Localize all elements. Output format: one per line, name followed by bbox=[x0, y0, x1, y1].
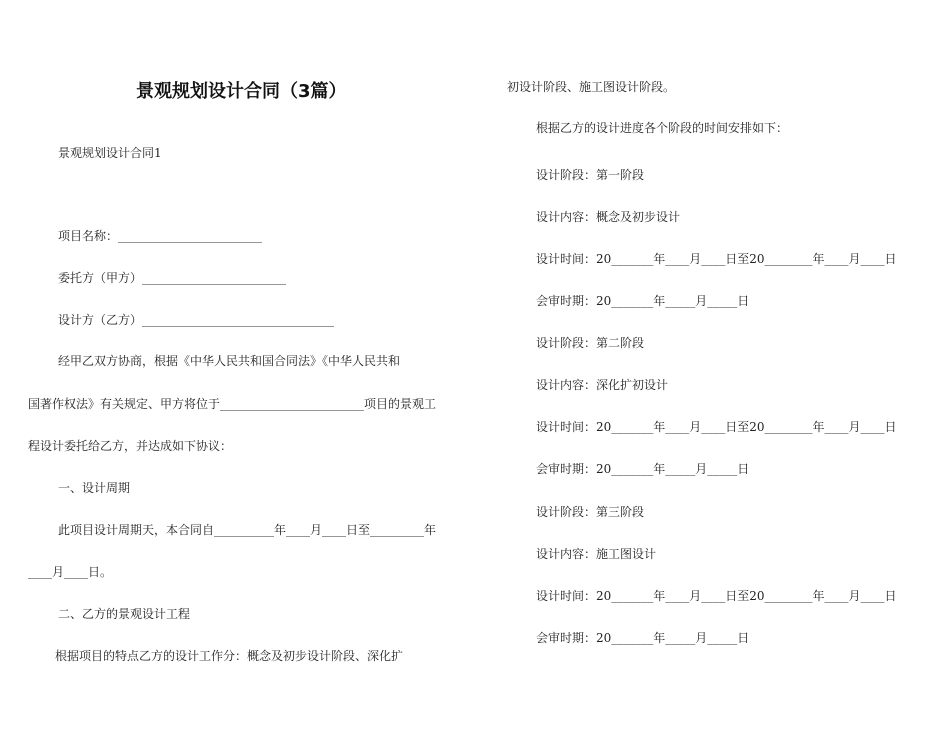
paragraph-line: 根据项目的特点乙方的设计工作分：概念及初步设计阶段、深化扩 bbox=[55, 649, 404, 663]
time-line: 设计时间：20_______年____月____日至20________年____月____日 bbox=[536, 589, 897, 603]
stage-line: 设计阶段：第一阶段 bbox=[536, 168, 645, 182]
stage-line: 设计阶段：第三阶段 bbox=[536, 505, 645, 519]
time-line: 设计时间：20_______年____月____日至20________年____月____日 bbox=[536, 420, 897, 434]
project-name-line: 项目名称：________________________ bbox=[58, 229, 263, 243]
time-line: 设计时间：20_______年____月____日至20________年____月____日 bbox=[536, 252, 897, 266]
section-heading: 二、乙方的景观设计工程 bbox=[58, 607, 191, 621]
subtitle-line: 景观规划设计合同1 bbox=[58, 146, 162, 160]
review-line: 会审时期：20_______年_____月_____日 bbox=[536, 631, 750, 645]
paragraph-line: 初设计阶段、施工图设计阶段。 bbox=[507, 80, 676, 94]
content-line: 设计内容：深化扩初设计 bbox=[536, 378, 669, 392]
content-line: 设计内容：施工图设计 bbox=[536, 547, 657, 561]
section-heading: 一、设计周期 bbox=[58, 481, 131, 495]
paragraph-line: 国著作权法》有关规定、甲方将位于________________________项目的景观工 bbox=[28, 397, 437, 411]
stage-line: 设计阶段：第二阶段 bbox=[536, 336, 645, 350]
content-line: 设计内容：概念及初步设计 bbox=[536, 210, 681, 224]
paragraph-line: 经甲乙双方协商，根据《中华人民共和国合同法》《中华人民共和 bbox=[58, 354, 401, 368]
paragraph-line: 根据乙方的设计进度各个阶段的时间安排如下： bbox=[536, 121, 789, 135]
review-line: 会审时期：20_______年_____月_____日 bbox=[536, 462, 750, 476]
review-line: 会审时期：20_______年_____月_____日 bbox=[536, 294, 750, 308]
paragraph-line: ____月____日。 bbox=[28, 565, 113, 579]
designer-line: 设计方（乙方）________________________________ bbox=[58, 313, 335, 327]
document-title: 景观规划设计合同（3篇） bbox=[136, 81, 347, 102]
paragraph-line: 程设计委托给乙方，并达成如下协议： bbox=[28, 439, 233, 453]
client-line: 委托方（甲方）________________________ bbox=[58, 271, 287, 285]
paragraph-line: 此项目设计周期天，本合同自__________年____月____日至_________年 bbox=[58, 523, 437, 537]
